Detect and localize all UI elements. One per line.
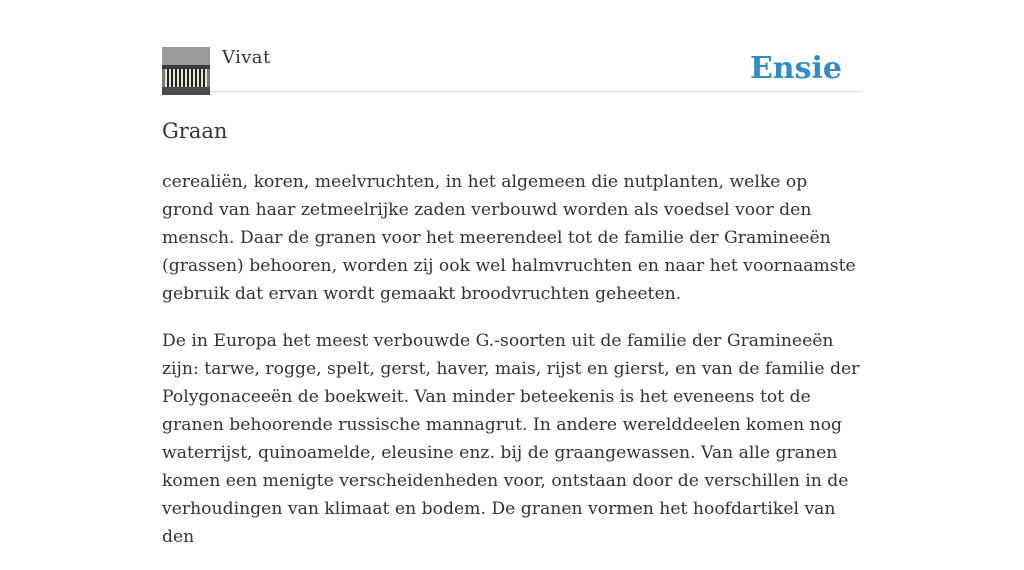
paragraph: cerealiën, koren, meelvruchten, in het algemeen die nutplanten, welke op grond van haar zetmeelrijke zaden verbouwd worden als voedsel voor den mensch. Daar de granen voor het meerendeel tot de familie der Gramineeën (grassen) behooren, worden zij ook wel halmvruchten en naar het voornaamste gebruik dat ervan wordt gemaakt broodvruchten geheeten. <box>162 172 856 304</box>
ensie-logo[interactable]: Ensie <box>749 51 842 86</box>
typewriter-avatar-icon <box>162 47 210 95</box>
avatar[interactable] <box>162 47 210 95</box>
paragraph: De in Europa het meest verbouwde G.-soorten uit de familie der Gramineeën zijn: tarwe, rogge, spelt, gerst, haver, mais, rijst en gierst, en van de familie der Polygonaceeën de boekweit. Van minder beteekenis is het eveneens tot de granen behoorende russische mannagrut. In andere werelddeelen komen nog waterrijst, quinoamelde, eleusine enz. bij de graangewassen. Van alle granen komen een menigte verscheidenheden voor, ontstaan door de verschillen in de verhoudingen van klimaat en bodem. De granen vormen het hoofdartikel van den <box>162 331 860 547</box>
author-name[interactable]: Vivat <box>222 47 271 68</box>
page-title: Graan <box>162 119 228 143</box>
article-body <box>162 168 862 570</box>
article-page <box>162 0 862 547</box>
article-header <box>162 0 862 92</box>
